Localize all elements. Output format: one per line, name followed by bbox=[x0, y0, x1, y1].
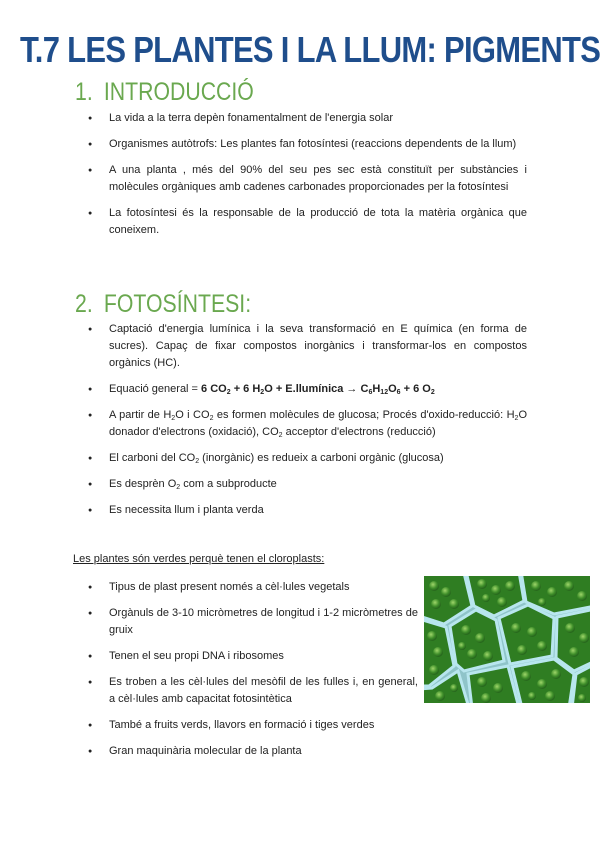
list-item: ● A partir de $H_2O$ i $CO_2$ es formen molècules de glucosa; Procés d'oxido-reducció: $H_2O$ donador d'electrons (oxidació), $CO_2$ acceptor d'electrons (reducció) bbox=[85, 407, 527, 441]
list-item: ● A una planta , més del 90% del seu pes sec està constituït per substàncies i molècules orgàniques amb cadenes carbonades proporcionades per la fotosíntesi bbox=[85, 162, 527, 196]
section-number: 1. bbox=[75, 78, 93, 106]
list-item: ● La vida a la terra depèn fonamentalment de l'energia solar bbox=[85, 110, 527, 127]
list-item: ● Es necessita llum i planta verda bbox=[85, 502, 527, 519]
list-item: ● Es troben a les cèl·lules del mesòfil de les fulles i, en general, a cèl·lules amb capacitat fotosintètica bbox=[85, 674, 418, 708]
list-item: ● També a fruits verds, llavors en formació i tiges verdes bbox=[85, 717, 418, 734]
list-item: ● Captació d'energia lumínica i la seva transformació en E química (en forma de sucres). Capaç de fixar compostos inorgànics i transformar-los en compostos orgànics (HC). bbox=[85, 321, 527, 372]
list-item: ● Es desprèn $O_2$ com a subproducte bbox=[85, 476, 527, 493]
list-item: ● La fotosíntesi és la responsable de la producció de tota la matèria orgànica que coneixem. bbox=[85, 205, 527, 239]
chloroplasts-list bbox=[85, 579, 418, 760]
page-title: T.7 LES PLANTES I LA LLUM: PIGMENTS bbox=[20, 29, 600, 70]
list-item: ● Gran maquinària molecular de la planta bbox=[85, 743, 418, 760]
list-item-equation: ● Equació general = 6 $CO_2 + 6$ $H_2O$ + E.llumínica → $C_6H_{12}O_6 + 6$ $O_2$ bbox=[85, 381, 527, 398]
list-item: ● Orgànuls de 3-10 micròmetres de longitud i 1-2 micròmetres de gruix bbox=[85, 605, 418, 639]
list-item: ● Tenen el seu propi DNA i ribosomes bbox=[85, 648, 418, 665]
fotosintesi-list bbox=[85, 321, 527, 519]
list-item: ● El carboni del $CO_2$ (inorgànic) es redueix a carboni orgànic (glucosa) bbox=[85, 450, 527, 467]
chloroplast-cells-image bbox=[424, 576, 590, 703]
list-item: ● Organismes autòtrofs: Les plantes fan fotosíntesi (reaccions dependents de la llum) bbox=[85, 136, 527, 153]
chloroplasts-intro: Les plantes són verdes perquè tenen el cloroplasts: bbox=[73, 553, 325, 565]
section-title: FOTOSÍNTESI: bbox=[103, 290, 252, 318]
chloroplast-cells-illustration bbox=[424, 576, 590, 703]
section-heading-fotosintesi bbox=[75, 289, 251, 319]
section-title: INTRODUCCIÓ bbox=[103, 78, 254, 106]
list-item: ● Tipus de plast present només a cèl·lules vegetals bbox=[85, 579, 418, 596]
section-number: 2. bbox=[75, 290, 93, 318]
introduccio-list bbox=[85, 0, 527, 239]
